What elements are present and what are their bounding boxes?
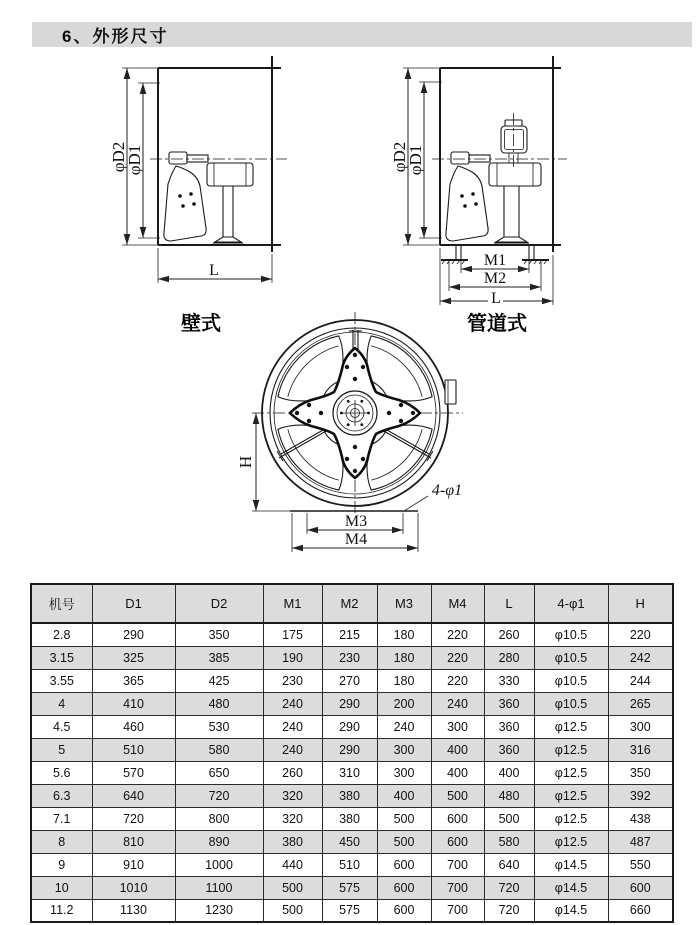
table-cell: 650 — [175, 761, 263, 784]
table-cell: φ14.5 — [534, 876, 608, 899]
front-dim-m3-label: M3 — [344, 513, 368, 530]
table-cell: 480 — [175, 692, 263, 715]
table-cell: 510 — [322, 853, 377, 876]
table-cell: 440 — [263, 853, 322, 876]
table-cell: 240 — [263, 692, 322, 715]
table-cell: 1010 — [92, 876, 175, 899]
table-cell: 410 — [92, 692, 175, 715]
table-cell: 640 — [92, 784, 175, 807]
section-title-bar — [32, 22, 692, 47]
table-cell: 500 — [263, 899, 322, 922]
column-header: D2 — [175, 584, 263, 623]
table-row — [31, 830, 673, 853]
table-cell: 500 — [377, 807, 431, 830]
table-cell: 1230 — [175, 899, 263, 922]
table-cell: 265 — [608, 692, 673, 715]
table-row — [31, 646, 673, 669]
table-cell: 600 — [377, 876, 431, 899]
table-cell: φ10.5 — [534, 692, 608, 715]
duct-dim-l-label: L — [491, 290, 501, 307]
column-header: 机号 — [31, 584, 92, 623]
table-cell: 310 — [322, 761, 377, 784]
table-cell: 425 — [175, 669, 263, 692]
table-row — [31, 715, 673, 738]
table-cell: 320 — [263, 784, 322, 807]
table-cell: 640 — [484, 853, 534, 876]
table-cell: 350 — [608, 761, 673, 784]
section-title: 6、外形尺寸 — [62, 27, 169, 46]
front-holes-label: 4-φ1 — [431, 482, 463, 499]
table-cell: 215 — [322, 623, 377, 646]
table-cell: 580 — [175, 738, 263, 761]
table-cell: 10 — [31, 876, 92, 899]
table-cell: 500 — [431, 784, 484, 807]
table-cell: 1130 — [92, 899, 175, 922]
table-cell: 800 — [175, 807, 263, 830]
table-cell: 350 — [175, 623, 263, 646]
table-cell: 500 — [484, 807, 534, 830]
table-cell: 600 — [608, 876, 673, 899]
wall-motor-support — [213, 186, 243, 243]
table-cell: 400 — [377, 784, 431, 807]
table-cell: φ12.5 — [534, 784, 608, 807]
front-dim-h-label: H — [236, 455, 255, 469]
table-cell: 4 — [31, 692, 92, 715]
column-header: 4-φ1 — [534, 584, 608, 623]
table-cell: 550 — [608, 853, 673, 876]
table-cell: 5 — [31, 738, 92, 761]
table-cell: 890 — [175, 830, 263, 853]
table-cell: 260 — [263, 761, 322, 784]
table-cell: 240 — [263, 715, 322, 738]
table-cell: 6.3 — [31, 784, 92, 807]
duct-dim-m1-label: M1 — [483, 252, 507, 269]
table-cell: 580 — [484, 830, 534, 853]
table-cell: 180 — [377, 669, 431, 692]
duct-dim-m2-label: M2 — [483, 270, 507, 287]
table-cell: 244 — [608, 669, 673, 692]
table-row — [31, 876, 673, 899]
table-cell: 720 — [484, 876, 534, 899]
table-cell: 510 — [92, 738, 175, 761]
table-cell: φ12.5 — [534, 761, 608, 784]
column-header: M2 — [322, 584, 377, 623]
table-cell: 700 — [431, 853, 484, 876]
table-cell: 8 — [31, 830, 92, 853]
table-cell: 1100 — [175, 876, 263, 899]
table-cell: φ12.5 — [534, 715, 608, 738]
table-cell: 720 — [484, 899, 534, 922]
table-cell: 280 — [484, 646, 534, 669]
table-cell: 385 — [175, 646, 263, 669]
table-cell: 438 — [608, 807, 673, 830]
table-cell: 4.5 — [31, 715, 92, 738]
table-header-row — [31, 584, 673, 623]
table-row — [31, 853, 673, 876]
table-cell: 180 — [377, 623, 431, 646]
table-cell: 330 — [484, 669, 534, 692]
table-cell: 392 — [608, 784, 673, 807]
table-row — [31, 669, 673, 692]
table-cell: φ12.5 — [534, 830, 608, 853]
table-row — [31, 623, 673, 646]
table-cell: 400 — [484, 761, 534, 784]
table-cell: 400 — [431, 738, 484, 761]
table-row — [31, 899, 673, 922]
table-cell: 320 — [263, 807, 322, 830]
table-cell: 3.55 — [31, 669, 92, 692]
table-row — [31, 761, 673, 784]
duct-blade — [446, 166, 488, 241]
duct-dim-d1-label: φD1 — [406, 144, 425, 176]
table-cell: φ10.5 — [534, 623, 608, 646]
table-cell: 480 — [484, 784, 534, 807]
table-cell: 380 — [263, 830, 322, 853]
table-cell: 460 — [92, 715, 175, 738]
wall-type-drawing — [109, 56, 287, 335]
table-cell: φ12.5 — [534, 807, 608, 830]
table-cell: 487 — [608, 830, 673, 853]
table-cell: 700 — [431, 876, 484, 899]
table-cell: 360 — [484, 715, 534, 738]
table-cell: 316 — [608, 738, 673, 761]
table-cell: 660 — [608, 899, 673, 922]
table-cell: 380 — [322, 807, 377, 830]
duct-dim-d2-label: φD2 — [390, 141, 409, 173]
duct-type-drawing — [390, 56, 567, 335]
table-cell: 810 — [92, 830, 175, 853]
table-cell: 300 — [431, 715, 484, 738]
table-cell: φ10.5 — [534, 669, 608, 692]
table-cell: φ10.5 — [534, 646, 608, 669]
dimensions-table-body — [31, 623, 673, 922]
front-holes-leader — [404, 496, 428, 511]
table-cell: 11.2 — [31, 899, 92, 922]
wall-casing — [158, 56, 281, 252]
table-cell: 700 — [431, 899, 484, 922]
dimensions-table — [30, 583, 674, 923]
table-cell: 400 — [431, 761, 484, 784]
table-cell: 180 — [377, 646, 431, 669]
table-row — [31, 692, 673, 715]
table-cell: 2.8 — [31, 623, 92, 646]
column-header: M4 — [431, 584, 484, 623]
table-cell: 600 — [431, 830, 484, 853]
table-cell: 190 — [263, 646, 322, 669]
table-cell: 600 — [431, 807, 484, 830]
table-cell: 360 — [484, 692, 534, 715]
table-cell: 260 — [484, 623, 534, 646]
table-cell: 7.1 — [31, 807, 92, 830]
column-header: D1 — [92, 584, 175, 623]
table-cell: 570 — [92, 761, 175, 784]
table-cell: 910 — [92, 853, 175, 876]
table-cell: 240 — [263, 738, 322, 761]
column-header: L — [484, 584, 534, 623]
table-cell: 720 — [175, 784, 263, 807]
wall-hub — [169, 152, 187, 164]
table-cell: 240 — [431, 692, 484, 715]
table-cell: 530 — [175, 715, 263, 738]
table-cell: 575 — [322, 876, 377, 899]
table-cell: 290 — [322, 715, 377, 738]
table-row — [31, 784, 673, 807]
table-cell: 230 — [322, 646, 377, 669]
table-cell: 300 — [377, 761, 431, 784]
table-cell: 450 — [322, 830, 377, 853]
table-cell: 220 — [431, 646, 484, 669]
table-cell: 600 — [377, 853, 431, 876]
table-cell: 220 — [431, 669, 484, 692]
column-header: M3 — [377, 584, 431, 623]
table-cell: 200 — [377, 692, 431, 715]
table-row — [31, 738, 673, 761]
table-cell: 1000 — [175, 853, 263, 876]
wall-dim-l-label: L — [209, 262, 219, 279]
table-cell: 380 — [322, 784, 377, 807]
table-cell: φ14.5 — [534, 899, 608, 922]
table-cell: 500 — [377, 830, 431, 853]
table-cell: 300 — [608, 715, 673, 738]
wall-blade — [164, 166, 206, 241]
table-cell: 290 — [92, 623, 175, 646]
table-cell: φ14.5 — [534, 853, 608, 876]
duct-hub — [451, 152, 469, 164]
table-row — [31, 807, 673, 830]
duct-motor-support — [494, 186, 529, 243]
table-cell: 360 — [484, 738, 534, 761]
table-cell: φ12.5 — [534, 738, 608, 761]
wall-dim-d2-label: φD2 — [109, 141, 128, 173]
table-cell: 9 — [31, 853, 92, 876]
table-cell: 365 — [92, 669, 175, 692]
table-cell: 600 — [377, 899, 431, 922]
table-cell: 300 — [377, 738, 431, 761]
duct-junction-box — [501, 113, 527, 170]
table-cell: 175 — [263, 623, 322, 646]
table-cell: 242 — [608, 646, 673, 669]
table-cell: 240 — [377, 715, 431, 738]
table-cell: 5.6 — [31, 761, 92, 784]
front-view-drawing — [236, 312, 463, 552]
table-cell: 220 — [431, 623, 484, 646]
wall-type-caption: 壁式 — [181, 313, 221, 335]
table-cell: 220 — [608, 623, 673, 646]
table-cell: 230 — [263, 669, 322, 692]
front-dim-m4-label: M4 — [344, 531, 368, 548]
table-cell: 575 — [322, 899, 377, 922]
wall-dim-d1-label: φD1 — [125, 144, 144, 176]
table-cell: 290 — [322, 692, 377, 715]
table-cell: 720 — [92, 807, 175, 830]
column-header: M1 — [263, 584, 322, 623]
table-cell: 290 — [322, 738, 377, 761]
table-cell: 3.15 — [31, 646, 92, 669]
outline-drawings-svg — [0, 50, 700, 580]
table-cell: 500 — [263, 876, 322, 899]
table-cell: 325 — [92, 646, 175, 669]
column-header: H — [608, 584, 673, 623]
duct-type-caption: 管道式 — [467, 313, 527, 335]
duct-casing — [440, 56, 561, 252]
table-cell: 270 — [322, 669, 377, 692]
front-side-tab — [445, 380, 456, 404]
